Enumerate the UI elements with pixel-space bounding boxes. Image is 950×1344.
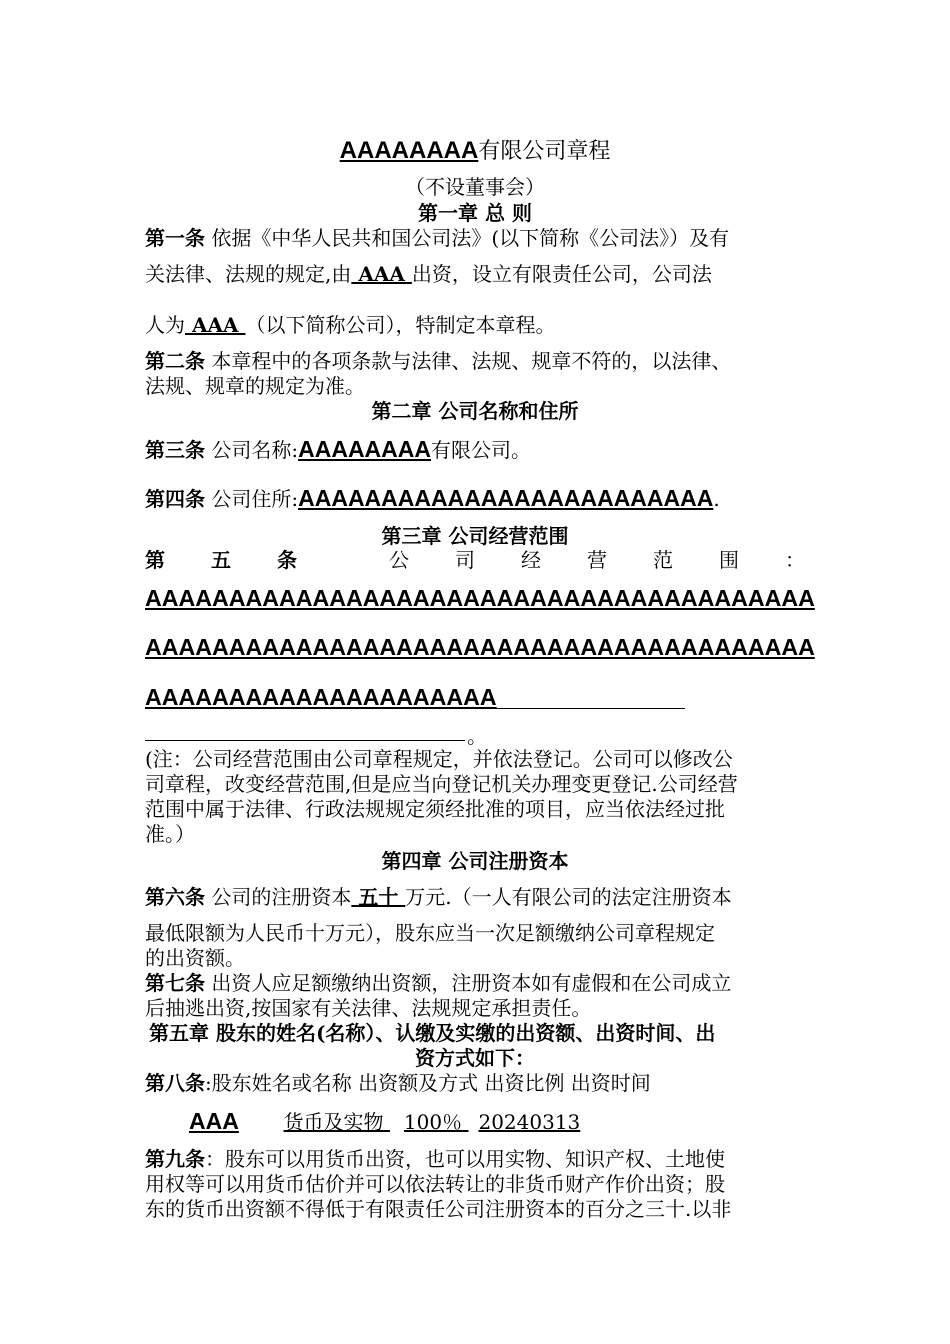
- company-address: AAAAAAAAAAAAAAAAAAAAAAAAA: [298, 485, 714, 511]
- chapter-3-heading: 第三章 公司经营范围: [381, 524, 569, 548]
- title-company-name: AAAAAAAA: [339, 137, 479, 164]
- article-8-label: 第八条: [145, 1071, 205, 1095]
- article-7-line-2: 后抽逃出资,按国家有关法律、法规规定承担责任。: [145, 996, 592, 1020]
- legal-person-name: AAA: [185, 313, 246, 337]
- chapter-5-heading-line-2: 资方式如下：: [415, 1046, 535, 1070]
- shareholder-row: [189, 1108, 849, 1135]
- article-1-line-3: 人为 AAA （以下简称公司），特制定本章程。: [145, 313, 556, 337]
- article-1-line-2: 关法律、法规的规定,由 AAA 出资，设立有限责任公司，公司法: [145, 262, 712, 286]
- scope-end: 。: [467, 724, 487, 748]
- article-4-line: 第四条 公司住所:AAAAAAAAAAAAAAAAAAAAAAAAA.: [145, 485, 720, 511]
- registered-capital: 五十: [351, 885, 406, 909]
- document-subtitle: （不设董事会）: [405, 175, 545, 199]
- article-2-line-2: 法规、规章的规定为准。: [145, 374, 365, 398]
- chapter-2-heading: 第二章 公司名称和住所: [371, 399, 579, 423]
- article-9-label: 第九条: [145, 1147, 205, 1171]
- title-suffix: 有限公司章程: [478, 139, 611, 164]
- article-3-label: 第三条: [145, 438, 205, 462]
- scope-note-line-3: 范围中属于法律、行政法规规定须经批准的项目，应当依法经过批: [145, 797, 725, 821]
- contribution-ratio: 100％: [403, 1110, 463, 1134]
- document-title: [145, 136, 805, 167]
- scope-blank-line: [475, 708, 685, 709]
- article-7-line-1: 第七条 出资人应足额缴纳出资额，注册资本如有虚假和在公司成立: [145, 971, 732, 995]
- article-6-line-1: 第六条 公司的注册资本 五十 万元.（一人有限公司的法定注册资本: [145, 885, 732, 909]
- scope-blank-line-2: [145, 740, 465, 741]
- article-9-line-1: 第九条：股东可以用货币出资，也可以用实物、知识产权、土地使: [145, 1147, 725, 1171]
- chapter-4-heading: 第四章 公司注册资本: [381, 849, 569, 873]
- article-1-label: 第一条: [145, 226, 205, 250]
- article-1-line-1: 第一条 依据《中华人民共和国公司法》(以下简称《公司法》）及有: [145, 226, 730, 250]
- article-7-label: 第七条: [145, 971, 205, 995]
- business-scope-line-1: AAAAAAAAAAAAAAAAAAAAAAAAAAAAAAAAAAAAAAAA: [145, 585, 815, 611]
- investor-name: AAA: [351, 262, 412, 286]
- contribution-date: 20240313: [478, 1110, 581, 1134]
- article-2-label: 第二条: [145, 349, 205, 373]
- article-5-line: 第 五 条 公 司 经 营 范 围 ：: [145, 548, 805, 572]
- article-8-header: 第八条:股东姓名或名称 出资额及方式 出资比例 出资时间: [145, 1071, 651, 1095]
- contribution-method: 货币及实物: [283, 1110, 384, 1134]
- article-9-line-3: 东的货币出资额不得低于有限责任公司注册资本的百分之三十.以非: [145, 1197, 732, 1221]
- chapter-5-heading-line-1: 第五章 股东的姓名(名称）、认缴及实缴的出资额、出资时间、出: [149, 1021, 716, 1045]
- article-2-line-1: 第二条 本章程中的各项条款与法律、法规、规章不符的，以法律、: [145, 349, 732, 373]
- article-4-label: 第四条: [145, 487, 205, 511]
- scope-note-line-2: 司章程，改变经营范围,但是应当向登记机关办理变更登记.公司经营: [145, 772, 738, 796]
- company-name: AAAAAAAA: [298, 436, 431, 462]
- article-6-line-2: 最低限额为人民币十万元），股东应当一次足额缴纳公司章程规定: [145, 921, 715, 945]
- article-9-line-2: 用权等可以用货币估价并可以依法转让的非货币财产作价出资；股: [145, 1172, 725, 1196]
- article-6-line-3: 的出资额。: [145, 946, 245, 970]
- chapter-1-heading: 第一章 总 则: [418, 201, 532, 225]
- shareholder-name: AAA: [189, 1108, 239, 1134]
- article-3-line: 第三条 公司名称:AAAAAAAA有限公司。: [145, 436, 531, 462]
- scope-note-line-4: 准。）: [145, 822, 195, 846]
- article-6-label: 第六条: [145, 885, 205, 909]
- business-scope-line-2: AAAAAAAAAAAAAAAAAAAAAAAAAAAAAAAAAAAAAAAA: [145, 634, 815, 660]
- scope-note-line-1: (注：公司经营范围由公司章程规定，并依法登记。公司可以修改公: [145, 747, 733, 771]
- business-scope-line-3: AAAAAAAAAAAAAAAAAAAAA: [145, 684, 497, 710]
